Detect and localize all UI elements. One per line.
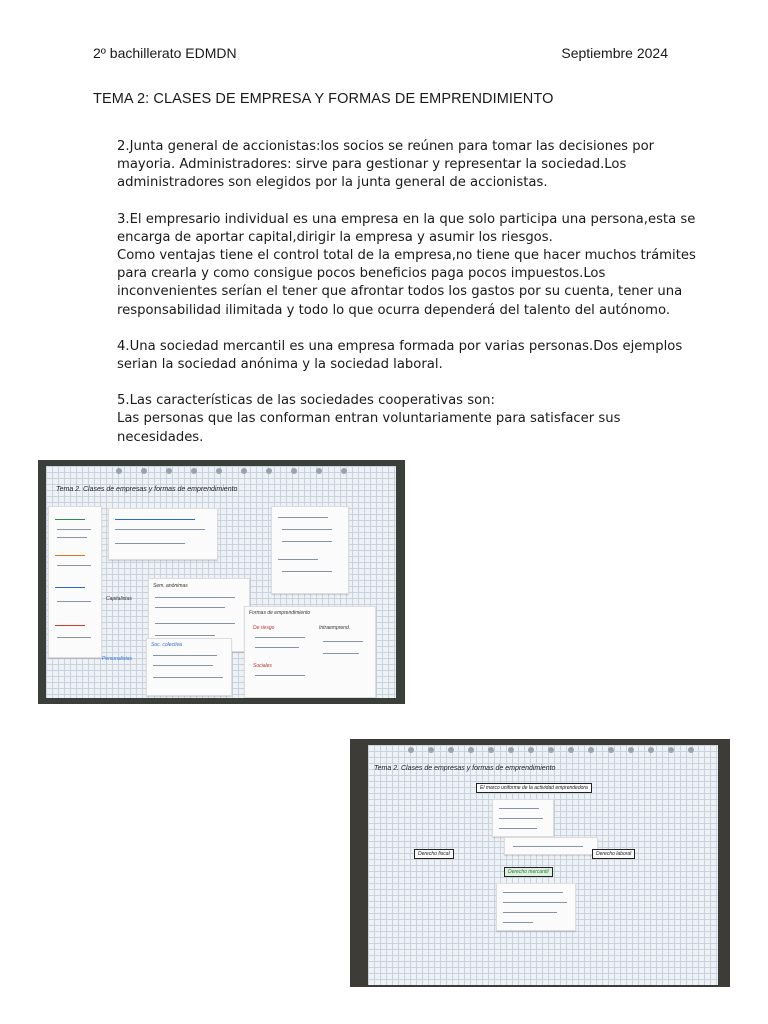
paragraph-2: 2.Junta general de accionistas:los socios se reúnen para tomar las decisiones por mayoria. Administradores: sirve para gestionar y representar la sociedad.Los administradores son elegidos por la junta general de accionistas. [117, 139, 655, 191]
label-coop: Soc. colectiva [151, 642, 182, 648]
note-mercantil [496, 883, 576, 931]
photo-title: Tema 2. Clases de empresas y formas de emprendimiento [56, 486, 238, 493]
page-title: TEMA 2: CLASES DE EMPRESA Y FORMAS DE EMPRENDIMIENTO [93, 91, 554, 107]
paragraph-4: 4.Una sociedad mercantil es una empresa formada por varias personas.Dos ejemplos serian la sociedad anónima y la sociedad laboral. [117, 338, 683, 373]
grid-paper [46, 466, 396, 698]
header-date: Septiembre 2024 [561, 45, 668, 61]
paragraph-3a: 3.El empresario individual es una empresa en la que solo participa una persona,esta se encarga de aportar capital,dirigir la empresa y asumir los riesgos. [117, 211, 696, 245]
label-intraemp: Intraemprend. [319, 625, 351, 631]
paragraph-3b: Como ventajas tiene el control total de la empresa,no tiene que hacer muchos trámites para crearla y como consigue pocos beneficios paga pocos impuestos.Los inconvenientes serían el tener que afrontar todos los gastos por su cuenta, tener una responsabilidad ilimitada y todo lo que ocurra dependerá del talento del autónomo. [117, 248, 696, 318]
note-top-right [271, 506, 349, 594]
note-center-top [504, 837, 598, 855]
label-de-riesgo: De riesgo [253, 625, 275, 631]
box-derecho-mercantil: Derecho mercantil [504, 867, 553, 877]
header-course: 2º bachillerato EDMDN [93, 45, 237, 61]
paragraph-5b: Las personas que las conforman entran voluntariamente para satisfacer sus necesidades. [117, 411, 621, 445]
label-sociales: Sociales [253, 663, 272, 669]
label-formas: Formas de emprendimiento [249, 610, 311, 616]
note-left [48, 506, 102, 658]
box-marco: El marco uniforme de la actividad emprendedora [476, 783, 592, 793]
label-capitalistas: Capitalistas [106, 596, 132, 602]
box-derecho-laboral: Derecho laboral [592, 849, 635, 859]
note-formas [244, 606, 376, 698]
note-marco [492, 799, 554, 837]
document-body [117, 138, 697, 447]
note-top-center [108, 508, 218, 560]
label-sem: Sem. anónimas [153, 583, 188, 589]
note-personalistas [146, 638, 232, 696]
concept-map-photo-2 [350, 739, 730, 987]
photo-title: Tema 2. Clases de empresas y formas de emprendimiento [374, 765, 556, 772]
box-derecho-fiscal: Derecho fiscal [414, 849, 454, 859]
label-personalistas: Personalistas [102, 656, 133, 662]
paragraph-5a: 5.Las características de las sociedades cooperativas son: [117, 393, 495, 409]
concept-map-photo-1 [38, 460, 405, 704]
grid-paper [368, 745, 718, 985]
